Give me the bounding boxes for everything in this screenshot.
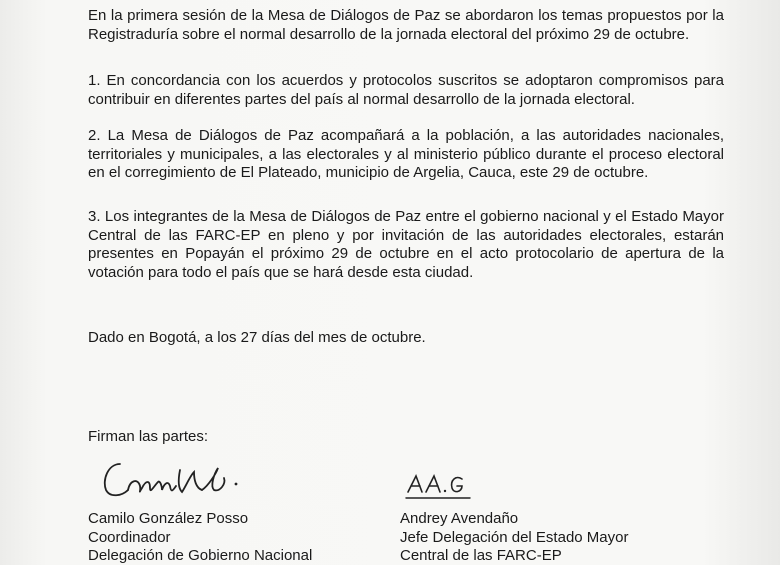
signatory-right-role: Jefe Delegación del Estado Mayor bbox=[400, 528, 629, 546]
signatures-intro: Firman las partes: bbox=[88, 428, 209, 445]
paragraph-point-1: 1. En concordancia con los acuerdos y protocolos suscritos se adoptaron compromisos para contribuir en diferentes partes del país al normal desarrollo de la jornada electoral. bbox=[88, 72, 724, 108]
signatory-left-org: Delegación de Gobierno Nacional bbox=[88, 547, 313, 564]
signature-right-handwritten bbox=[402, 470, 492, 506]
signatory-right-name: Andrey Avendaño bbox=[400, 510, 519, 527]
signatory-left bbox=[88, 510, 312, 565]
signatory-left-role: Coordinador bbox=[88, 528, 171, 546]
paragraph-intro: En la primera sesión de la Mesa de Diálogos de Paz se abordaron los temas propuestos por la Registraduría sobre el normal desarrollo de la jornada electoral del próximo 29 de octubre. bbox=[88, 7, 724, 43]
signature-left-handwritten bbox=[98, 450, 248, 508]
date-line: Dado en Bogotá, a los 27 días del mes de octubre. bbox=[88, 329, 426, 346]
paragraph-point-2: 2. La Mesa de Diálogos de Paz acompañará a la población, a las autoridades nacionales, territoriales y municipales, a las electorales y al ministerio público durante el proceso electoral en el corregimiento de El Plateado, municipio de Argelia, Cauca, este 29 de octubre. bbox=[88, 127, 724, 181]
signatory-right bbox=[400, 510, 628, 565]
paragraph-point-3: 3. Los integrantes de la Mesa de Diálogos de Paz entre el gobierno nacional y el Estado Mayor Central de las FARC-EP en pleno y por invitación de las autoridades electorales, estarán presentes en Popayán el próximo 29 de octubre en el acto protocolario de apertura de la votación para todo el país que se hará desde esta ciudad. bbox=[88, 208, 724, 281]
signatory-right-org: Central de las FARC-EP bbox=[400, 547, 562, 564]
signatory-left-name: Camilo González Posso bbox=[88, 510, 249, 527]
